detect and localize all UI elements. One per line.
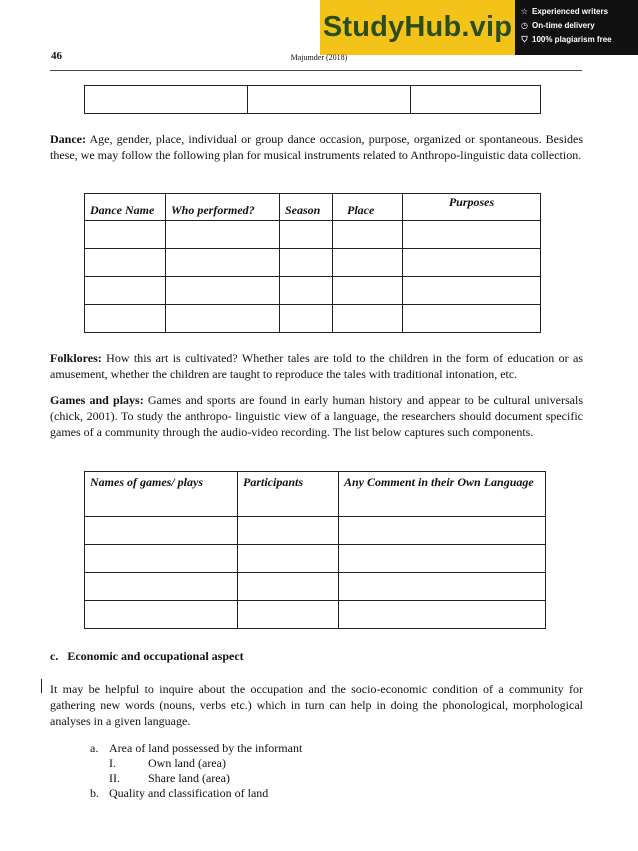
table-header-row xyxy=(85,194,541,221)
col-who-performed: Who performed? xyxy=(166,194,280,221)
table-header-row xyxy=(85,472,546,517)
table-row xyxy=(85,545,546,573)
games-table xyxy=(84,471,546,629)
header-rule xyxy=(50,70,582,71)
folklores-text: How this art is cultivated? Whether tales are told to the children in the form of education or as amusement, whether the children are taught to reproduce the tales with traditional intonation, etc. xyxy=(50,351,583,381)
feature-item: ☆ Experienced writers xyxy=(520,5,612,19)
clock-icon: ◷ xyxy=(521,21,528,30)
star-icon: ☆ xyxy=(520,7,529,16)
table-cell xyxy=(248,86,411,114)
table-cell xyxy=(85,86,248,114)
games-paragraph xyxy=(50,392,583,440)
feature-list xyxy=(520,5,612,47)
dance-label: Dance: xyxy=(50,132,86,146)
feature-item: ⛉ 100% plagiarism free xyxy=(520,33,612,47)
col-season: Season xyxy=(280,194,333,221)
folklores-label: Folklores: xyxy=(50,351,102,365)
list-item: II. Share land (area) xyxy=(109,771,230,785)
list-item: I. Own land (area) xyxy=(109,756,226,770)
table-row xyxy=(85,249,541,277)
table-row xyxy=(85,517,546,545)
col-participants: Participants xyxy=(238,472,339,517)
section-heading xyxy=(50,649,244,664)
list-item: b. Quality and classification of land xyxy=(90,786,269,800)
table-row xyxy=(85,221,541,249)
dance-table xyxy=(84,193,541,333)
section-marker: c. xyxy=(50,649,59,663)
dance-paragraph xyxy=(50,131,583,163)
brand-logo-text: StudyHub.vip xyxy=(322,11,513,43)
table-row xyxy=(85,573,546,601)
change-bar xyxy=(41,679,42,693)
studyhub-banner[interactable] xyxy=(320,0,638,55)
dance-text: Age, gender, place, individual or group dance occasion, purpose, organized or spontaneous. Besides these, we may follow the following plan for musical instruments related to Anthropo-linguistic data collection. xyxy=(50,132,583,162)
brand-logo-block xyxy=(320,0,515,55)
table-row xyxy=(85,305,541,333)
table-cell xyxy=(411,86,541,114)
list-item: a. Area of land possessed by the informant xyxy=(90,741,303,755)
economic-paragraph: It may be helpful to inquire about the occupation and the socio-economic condition of a community for gathering new words (nouns, verbs etc.) which in turn can help in doing the phonological, morphological analyses in a given language. xyxy=(50,682,583,728)
table-row xyxy=(85,601,546,629)
col-place: Place xyxy=(333,194,403,221)
running-title: Majumder (2018) xyxy=(290,53,348,62)
page-number: 46 xyxy=(51,50,62,62)
col-names-of-games: Names of games/ plays xyxy=(85,472,238,517)
table-row xyxy=(85,277,541,305)
games-text: Games and sports are found in early human history and appear to be cultural universals (chick, 2001). To study the anthropo- linguistic view of a language, the researchers should document specific games of a community through the audio-video recording. The list below captures such components. xyxy=(50,393,583,439)
continued-table xyxy=(84,85,541,114)
col-any-comment: Any Comment in their Own Language xyxy=(339,472,546,517)
games-label: Games and plays: xyxy=(50,393,144,407)
feature-item: ◷ On-time delivery xyxy=(520,19,612,33)
col-dance-name: Dance Name xyxy=(85,194,166,221)
folklores-paragraph xyxy=(50,350,583,382)
section-title: Economic and occupational aspect xyxy=(67,649,244,663)
table-row xyxy=(85,86,541,114)
check-shield-icon: ⛉ xyxy=(521,35,528,44)
col-purposes: Purposes xyxy=(403,194,541,221)
land-list xyxy=(90,741,302,801)
